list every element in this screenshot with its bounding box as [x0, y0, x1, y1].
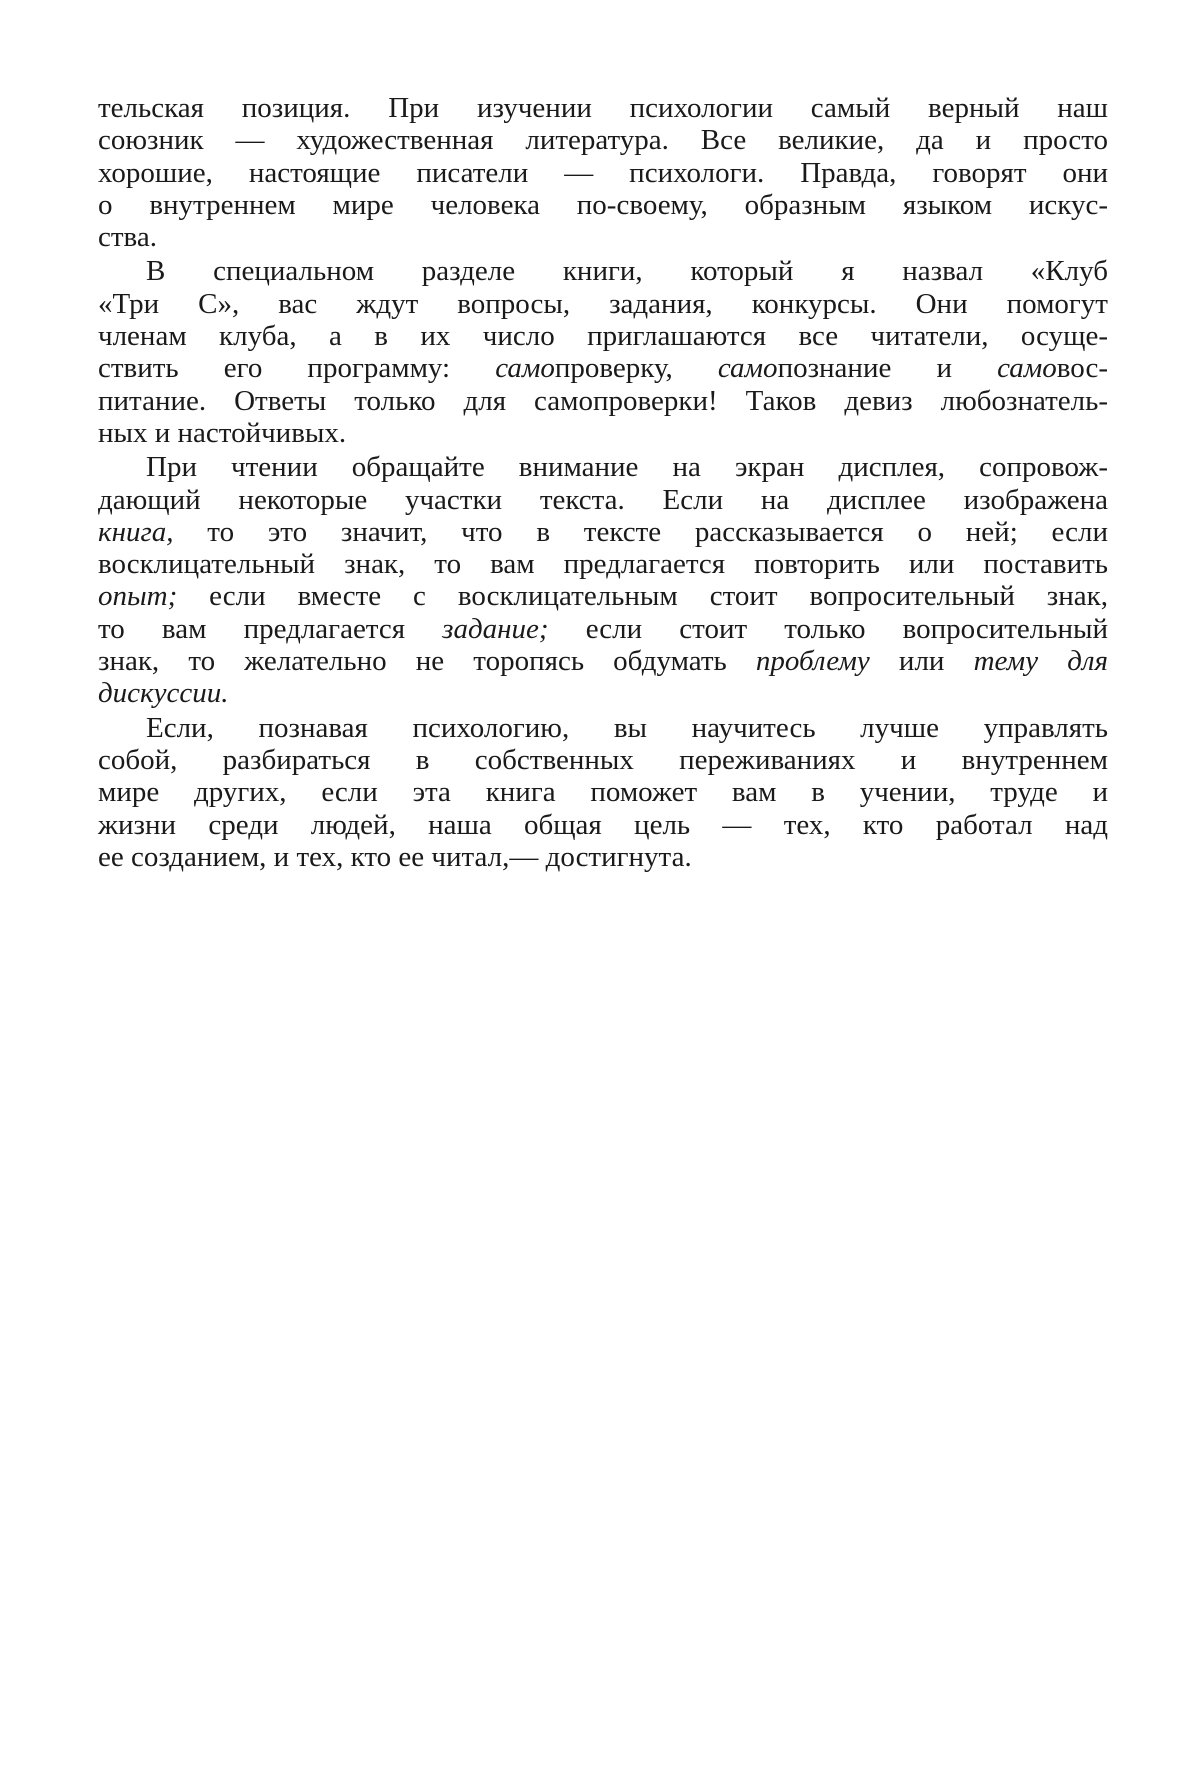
- text-line: то вам предлагается задание; если стоит только вопросительный: [98, 612, 1108, 645]
- text-line: хорошие, настоящие писатели — психологи. Правда, говорят они: [98, 156, 1108, 189]
- text-line: [98, 677, 1108, 709]
- italic-term-problem: проблему: [755, 645, 870, 678]
- text-line: мире других, если эта книга поможет вам в учении, труде и: [98, 776, 1108, 809]
- text-line: ных и настойчивых.: [98, 416, 347, 449]
- text-line: ее созданием, и тех, кто ее читал,— достигнута.: [98, 840, 692, 873]
- paragraph-4: [98, 712, 1108, 873]
- text-line: В специальном разделе книги, который я назвал «Клуб: [146, 255, 1108, 288]
- text-line: питание. Ответы только для самопроверки! Таков девиз любознатель-: [98, 384, 1108, 417]
- text-line: восклицательный знак, то вам предлагается повторить или поставить: [98, 548, 1108, 581]
- paragraph-3: [98, 451, 1108, 709]
- paragraph-2: [98, 255, 1108, 449]
- text-line: знак, то желательно не торопясь обдумать проблему или тему для: [98, 645, 1108, 678]
- text-line: собой, разбираться в собственных переживаниях и внутреннем: [98, 743, 1108, 776]
- italic-term-discussion: дискуссии.: [98, 677, 229, 710]
- text-line: Если, познавая психологию, вы научитесь лучше управлять: [146, 711, 1108, 744]
- paragraph-1: [98, 92, 1108, 253]
- body-text: [98, 92, 1108, 873]
- text-line: «Три С», вас ждут вопросы, задания, конкурсы. Они помогут: [98, 287, 1108, 320]
- italic-term-experiment: опыт;: [98, 580, 178, 613]
- text-line: книга, то это значит, что в тексте рассказывается о ней; если: [98, 515, 1108, 548]
- text-line: опыт; если вместе с восклицательным стоит вопросительный знак,: [98, 580, 1108, 613]
- italic-prefix: само: [495, 352, 555, 385]
- text-line: дающий некоторые участки текста. Если на дисплее изображена: [98, 483, 1108, 516]
- text-line: ствить его программу: самопроверку, самопознание и самовос-: [98, 352, 1108, 385]
- text-line: членам клуба, а в их число приглашаются все читатели, осуще-: [98, 320, 1108, 353]
- italic-term-task: задание;: [442, 612, 549, 645]
- italic-term-topic: тему для: [973, 645, 1108, 678]
- text-line: союзник — художественная литература. Все великие, да и просто: [98, 124, 1108, 157]
- italic-prefix: само: [997, 352, 1057, 385]
- text-line: При чтении обращайте внимание на экран дисплея, сопровож-: [146, 451, 1108, 484]
- text-line: жизни среди людей, наша общая цель — тех, кто работал над: [98, 808, 1108, 841]
- text-line: ства.: [98, 221, 157, 254]
- text-line: тельская позиция. При изучении психологии самый верный наш: [98, 92, 1108, 124]
- text-line: о внутреннем мире человека по-своему, образным языком искус-: [98, 188, 1108, 221]
- italic-prefix: само: [717, 352, 778, 385]
- italic-term-book: книга,: [98, 515, 174, 548]
